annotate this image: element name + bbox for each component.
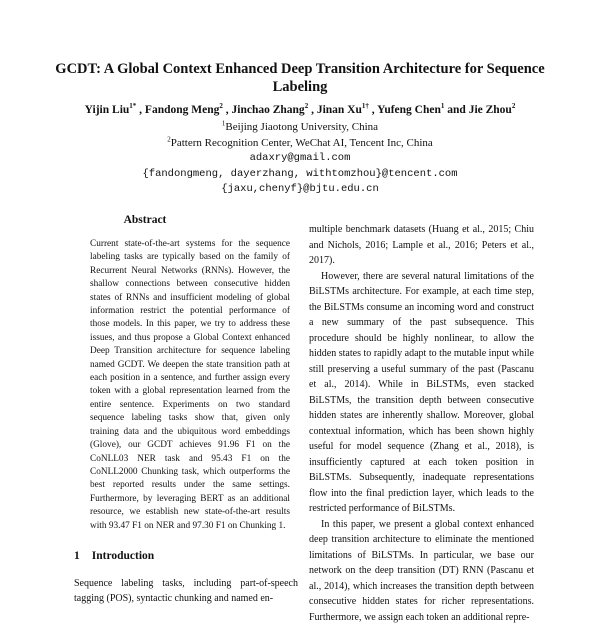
author-name: Jinan Xu xyxy=(317,104,362,116)
section-number: 1 xyxy=(74,550,80,562)
author-name: Jie Zhou xyxy=(469,104,512,116)
abstract-heading: Abstract xyxy=(90,214,200,226)
author-mark: 2 xyxy=(512,102,516,110)
author-mark: 1* xyxy=(129,102,136,110)
abstract-body: Current state-of-the-art systems for the sequence labeling tasks are typically based on the family of Recurrent Neural Networks (RNNs). However, the shallow connections between consecutive hidden states of RNNs and insufficient modeling of global information restrict the potential performance of those models. In this paper, we try to address these issues, and thus propose a Global Context enhanced Deep Transition architecture for sequence labeling named GCDT. We deepen the state transition path at each position in a sentence, and further assign every token with a global representation learned from the entire sentence. Experiments on two standard sequence labeling tasks show that, given only training data and the ubiquitous word embeddings (Glove), our GCDT achieves 91.96 F1 on the CoNLL03 NER task and 95.43 F1 on the CoNLL2000 Chunking task, which outperforms the best reported results under the same settings. Furthermore, by leveraging BERT as an additional resource, we establish new state-of-the-art results with 93.47 F1 on NER and 97.30 F1 on Chunking 1. xyxy=(90,238,290,533)
author-name: Jinchao Zhang xyxy=(232,104,305,116)
author-name: Yufeng Chen xyxy=(377,104,441,116)
right-paragraph-1: multiple benchmark datasets (Huang et al., 2015; Chiu and Nichols, 2016; Lample et al., 2016; Peters et al., 2017). xyxy=(309,222,534,269)
author-mark: 2 xyxy=(305,102,309,110)
author-mark: 2 xyxy=(219,102,223,110)
affiliations-block xyxy=(40,120,560,198)
affiliation-1: $^1$Beijing Jiaotong University, China xyxy=(40,120,560,136)
affiliation-2: $^2$Pattern Recognition Center, WeChat AI, Tencent Inc, China xyxy=(40,136,560,152)
email-3: {jaxu,chenyf}@bjtu.edu.cn xyxy=(40,182,560,198)
author-mark: 1 xyxy=(441,102,445,110)
email-1: adaxry@gmail.com xyxy=(40,151,560,167)
section-heading-introduction xyxy=(74,550,166,562)
introduction-body: Sequence labeling tasks, including part-of-speech tagging (POS), syntactic chunking and named en- xyxy=(74,576,298,606)
right-paragraph-3: In this paper, we present a global context enhanced deep transition architecture to eliminate the mentioned limitations of BiLSTMs. In particular, we base our network on the deep transition (DT) RNN (Pascanu et al., 2014), which increases the transition depth between consecutive hidden states for richer representations. Furthermore, we assign each token an additional repre- xyxy=(309,517,534,625)
author-name: Fandong Meng xyxy=(145,104,219,116)
email-2: {fandongmeng, dayerzhang, withtomzhou}@tencent.com xyxy=(40,167,560,183)
right-column xyxy=(309,222,534,625)
paper-title: GCDT: A Global Context Enhanced Deep Transition Architecture for Sequence Labeling xyxy=(40,60,560,96)
author-name: Yijin Liu xyxy=(85,104,130,116)
right-paragraph-2: However, there are several natural limitations of the BiLSTMs architecture. For example, at each time step, the BiLSTMs consume an incoming word and construct a new summary of the past subsequence. This procedure should be highly nonlinear, to allow the hidden states to rapidly adapt to the mutable input while still preserving a useful summary of the past (Pascanu et al., 2014). While in BiLSTMs, even stacked BiLSTMs, the transition depth between consecutive hidden states are inherently shallow. Moreover, global contextual information, which has been shown highly useful for model sequence (Zhang et al., 2018), is insufficiently captured at each token position in BiLSTMs. Subsequently, inadequate representations flow into the final prediction layer, which leads to the restricted performance of BiLSTMs. xyxy=(309,269,534,517)
author-list: Yijin Liu$^{1*}$ , Fandong Meng$^2$ , Jinchao Zhang$^2$ , Jinan $Xu^{1\dagger}$ , Yufeng Chen$^1$ and Jie Zhou$^2$ xyxy=(30,103,570,117)
section-title: Introduction xyxy=(92,550,154,562)
author-mark: 1† xyxy=(362,102,369,110)
